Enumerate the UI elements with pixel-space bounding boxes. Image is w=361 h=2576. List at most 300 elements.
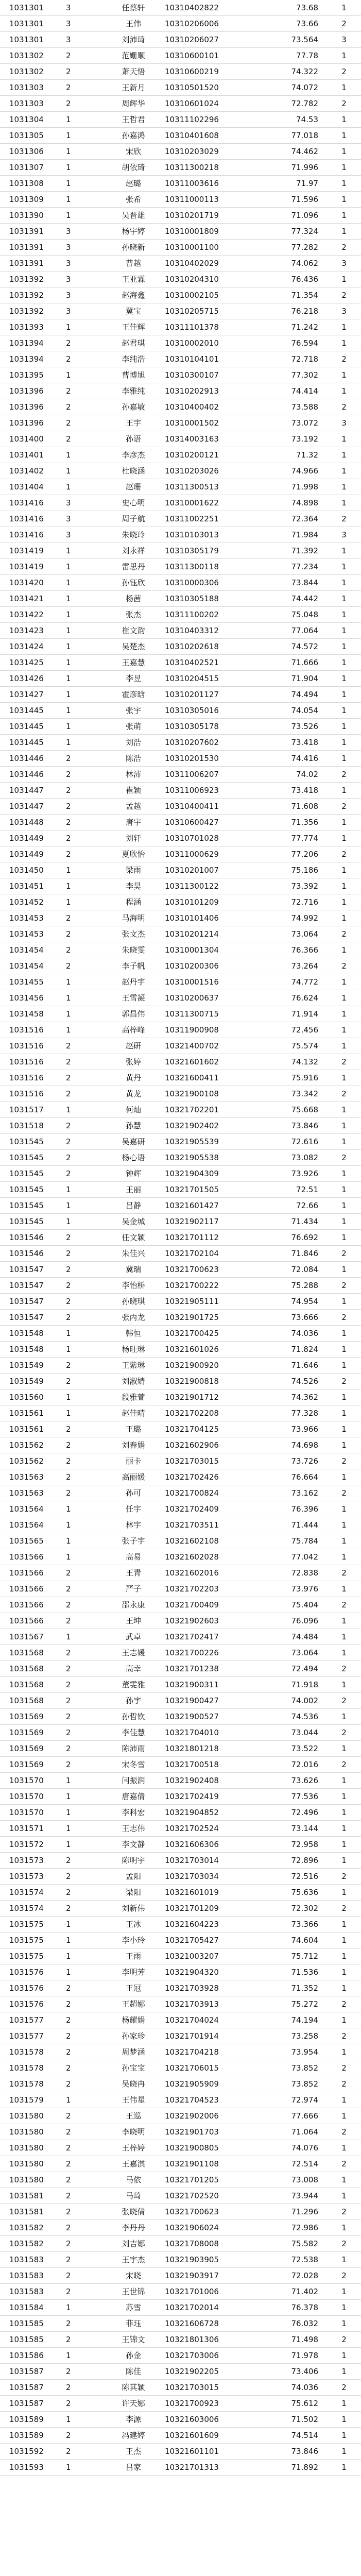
position-code-cell: 1031393	[0, 319, 66, 335]
rank-cell: 1	[323, 144, 361, 160]
position-code-cell: 1031426	[0, 671, 66, 687]
table-row	[0, 287, 361, 303]
score-cell: 72.974	[257, 2092, 323, 2108]
table-row	[0, 1230, 361, 1246]
ticket-number-cell: 10321902205	[165, 2364, 257, 2380]
score-cell: 71.392	[257, 543, 323, 559]
quota-cell: 2	[66, 2380, 102, 2396]
ticket-number-cell: 10310001100	[165, 240, 257, 256]
table-row	[0, 112, 361, 128]
name-cell: 张婷	[102, 1054, 165, 1070]
rank-cell: 1	[323, 559, 361, 575]
quota-cell: 3	[66, 287, 102, 303]
table-row	[0, 367, 361, 383]
table-row	[0, 1262, 361, 1278]
position-code-cell: 1031566	[0, 1613, 66, 1629]
position-code-cell: 1031569	[0, 1709, 66, 1725]
name-cell: 陈沛雨	[102, 1741, 165, 1757]
position-code-cell: 1031583	[0, 2284, 66, 2300]
quota-cell: 1	[66, 160, 102, 176]
table-row	[0, 1964, 361, 1980]
position-code-cell: 1031451	[0, 878, 66, 894]
position-code-cell: 1031569	[0, 1757, 66, 1773]
table-row	[0, 1597, 361, 1613]
rank-cell: 1	[323, 990, 361, 1006]
name-cell: 黄龙	[102, 1086, 165, 1102]
rank-cell: 1	[323, 2044, 361, 2060]
position-code-cell: 1031562	[0, 1437, 66, 1453]
table-row	[0, 1294, 361, 1310]
name-cell: 钟辉	[102, 1166, 165, 1182]
table-row	[0, 623, 361, 639]
score-cell: 73.192	[257, 431, 323, 447]
rank-cell: 1	[323, 607, 361, 623]
table-row	[0, 2044, 361, 2060]
position-code-cell: 1031565	[0, 1533, 66, 1549]
position-code-cell: 1031301	[0, 16, 66, 32]
table-row	[0, 1405, 361, 1421]
score-cell: 72.838	[257, 1565, 323, 1581]
quota-cell: 2	[66, 926, 102, 942]
position-code-cell: 1031456	[0, 990, 66, 1006]
rank-cell: 2	[323, 1725, 361, 1741]
position-code-cell: 1031563	[0, 1469, 66, 1485]
quota-cell: 1	[66, 1917, 102, 1933]
ticket-number-cell: 10321801218	[165, 1741, 257, 1757]
score-cell: 71.32	[257, 447, 323, 463]
score-cell: 73.064	[257, 926, 323, 942]
score-cell: 71.444	[257, 1517, 323, 1533]
ticket-number-cell: 10310600427	[165, 815, 257, 831]
name-cell: 郭昌伟	[102, 1006, 165, 1022]
table-row	[0, 2268, 361, 2284]
table-row	[0, 160, 361, 176]
ticket-number-cell: 10321905539	[165, 1134, 257, 1150]
quota-cell: 1	[66, 1198, 102, 1214]
ticket-number-cell: 10321702201	[165, 1102, 257, 1118]
ticket-number-cell: 10311003616	[165, 176, 257, 192]
quota-cell: 1	[66, 735, 102, 751]
rank-cell: 1	[323, 1837, 361, 1853]
score-cell: 74.53	[257, 112, 323, 128]
ticket-number-cell: 10311000113	[165, 192, 257, 208]
rank-cell: 2	[323, 2204, 361, 2220]
position-code-cell: 1031424	[0, 639, 66, 655]
score-cell: 76.378	[257, 2300, 323, 2316]
ticket-number-cell: 10321702524	[165, 1821, 257, 1837]
score-cell: 77.282	[257, 240, 323, 256]
rank-cell: 1	[323, 719, 361, 735]
position-code-cell: 1031563	[0, 1485, 66, 1501]
name-cell: 王梓婷	[102, 2140, 165, 2156]
position-code-cell: 1031308	[0, 176, 66, 192]
table-row	[0, 974, 361, 990]
rank-cell: 3	[323, 256, 361, 272]
ticket-number-cell: 10311006207	[165, 767, 257, 783]
ticket-number-cell: 10311300513	[165, 479, 257, 495]
position-code-cell: 1031395	[0, 367, 66, 383]
position-code-cell: 1031454	[0, 942, 66, 958]
quota-cell: 2	[66, 2172, 102, 2188]
ticket-number-cell: 10321902408	[165, 1773, 257, 1789]
ticket-number-cell: 10321702208	[165, 1405, 257, 1421]
name-cell: 李丹丹	[102, 2220, 165, 2236]
ticket-number-cell: 10310101209	[165, 894, 257, 910]
name-cell: 王亚霖	[102, 272, 165, 287]
score-cell: 71.904	[257, 671, 323, 687]
ticket-number-cell: 10310501520	[165, 80, 257, 96]
position-code-cell: 1031578	[0, 2076, 66, 2092]
position-code-cell: 1031422	[0, 607, 66, 623]
name-cell: 李小玲	[102, 1933, 165, 1948]
score-cell: 71.536	[257, 1964, 323, 1980]
score-cell: 73.342	[257, 1086, 323, 1102]
table-row	[0, 1917, 361, 1933]
quota-cell: 2	[66, 399, 102, 415]
ticket-number-cell: 10310206006	[165, 16, 257, 32]
quota-cell: 2	[66, 1645, 102, 1661]
rank-cell: 1	[323, 1517, 361, 1533]
rank-cell: 1	[323, 2364, 361, 2380]
rank-cell: 2	[323, 96, 361, 112]
quota-cell: 3	[66, 511, 102, 527]
table-row	[0, 719, 361, 735]
score-cell: 77.774	[257, 831, 323, 846]
name-cell: 张萌	[102, 719, 165, 735]
ticket-number-cell: 10321701914	[165, 2028, 257, 2044]
position-code-cell: 1031580	[0, 2140, 66, 2156]
table-row	[0, 224, 361, 240]
table-row	[0, 958, 361, 974]
score-cell: 74.442	[257, 591, 323, 607]
rank-cell: 2	[323, 926, 361, 942]
position-code-cell: 1031394	[0, 351, 66, 367]
score-cell: 76.366	[257, 942, 323, 958]
table-row	[0, 926, 361, 942]
name-cell: 杨心语	[102, 1150, 165, 1166]
name-cell: 孙嘉敏	[102, 399, 165, 415]
ticket-number-cell: 10310401608	[165, 128, 257, 144]
quota-cell: 1	[66, 176, 102, 192]
position-code-cell: 1031589	[0, 2412, 66, 2428]
quota-cell: 1	[66, 1006, 102, 1022]
score-cell: 74.992	[257, 910, 323, 926]
rank-cell: 1	[323, 1342, 361, 1358]
ticket-number-cell: 10310200637	[165, 990, 257, 1006]
ticket-number-cell: 10311006923	[165, 783, 257, 799]
quota-cell: 1	[66, 687, 102, 703]
ticket-number-cell: 10310101406	[165, 910, 257, 926]
table-row	[0, 1102, 361, 1118]
rank-cell: 1	[323, 1358, 361, 1374]
score-cell: 72.364	[257, 511, 323, 527]
ticket-number-cell: 10321901712	[165, 1389, 257, 1405]
rank-cell: 2	[323, 2156, 361, 2172]
position-code-cell: 1031569	[0, 1725, 66, 1741]
rank-cell: 2	[323, 1374, 361, 1389]
ticket-number-cell: 10310001304	[165, 942, 257, 958]
rank-cell: 1	[323, 1789, 361, 1805]
rank-cell: 1	[323, 2092, 361, 2108]
ticket-number-cell: 10321902117	[165, 1214, 257, 1230]
quota-cell: 2	[66, 2108, 102, 2124]
table-row	[0, 1246, 361, 1262]
score-cell: 71.502	[257, 2412, 323, 2428]
ticket-number-cell: 10321700409	[165, 1597, 257, 1613]
name-cell: 王紫琳	[102, 1358, 165, 1374]
name-cell: 苏雪	[102, 2300, 165, 2316]
name-cell: 冯建婷	[102, 2428, 165, 2444]
ticket-number-cell: 10321606306	[165, 1837, 257, 1853]
table-row	[0, 1677, 361, 1693]
ticket-number-cell: 10310701028	[165, 831, 257, 846]
ticket-number-cell: 10310201530	[165, 751, 257, 767]
position-code-cell: 1031447	[0, 799, 66, 815]
name-cell: 王宇	[102, 415, 165, 431]
table-row	[0, 2252, 361, 2268]
name-cell: 李纯浩	[102, 351, 165, 367]
position-code-cell: 1031566	[0, 1581, 66, 1597]
quota-cell: 1	[66, 671, 102, 687]
position-code-cell: 1031392	[0, 303, 66, 319]
position-code-cell: 1031516	[0, 1054, 66, 1070]
rank-cell: 2	[323, 2060, 361, 2076]
position-code-cell: 1031573	[0, 1853, 66, 1869]
position-code-cell: 1031452	[0, 894, 66, 910]
score-cell: 72.496	[257, 1805, 323, 1821]
score-cell: 77.328	[257, 1405, 323, 1421]
ticket-number-cell: 10310001502	[165, 415, 257, 431]
name-cell: 丽卡	[102, 1453, 165, 1469]
table-row	[0, 671, 361, 687]
name-cell: 王雪凝	[102, 990, 165, 1006]
rank-cell: 1	[323, 1741, 361, 1757]
rank-cell: 1	[323, 2108, 361, 2124]
score-cell: 73.846	[257, 2444, 323, 2460]
name-cell: 范姗顺	[102, 48, 165, 64]
score-cell: 71.354	[257, 287, 323, 303]
table-row	[0, 1741, 361, 1757]
name-cell: 闫振润	[102, 1773, 165, 1789]
position-code-cell: 1031453	[0, 926, 66, 942]
position-code-cell: 1031404	[0, 479, 66, 495]
score-cell: 74.954	[257, 1294, 323, 1310]
table-row	[0, 2444, 361, 2460]
ticket-number-cell: 10311100202	[165, 607, 257, 623]
name-cell: 孙宝宝	[102, 2060, 165, 2076]
ticket-number-cell: 10310400402	[165, 399, 257, 415]
quota-cell: 1	[66, 1517, 102, 1533]
rank-cell: 2	[323, 1565, 361, 1581]
table-row	[0, 64, 361, 80]
table-row	[0, 128, 361, 144]
quota-cell: 2	[66, 2220, 102, 2236]
name-cell: 宋欣	[102, 144, 165, 160]
quota-cell: 2	[66, 1262, 102, 1278]
ticket-number-cell: 10321702409	[165, 1501, 257, 1517]
rank-cell: 2	[323, 2028, 361, 2044]
name-cell: 王嘉淇	[102, 2156, 165, 2172]
rank-cell: 1	[323, 910, 361, 926]
position-code-cell: 1031564	[0, 1517, 66, 1533]
name-cell: 陈佳	[102, 2364, 165, 2380]
ticket-number-cell: 10310204310	[165, 272, 257, 287]
score-cell: 75.668	[257, 1102, 323, 1118]
name-cell: 邵永康	[102, 1597, 165, 1613]
rank-cell: 1	[323, 1102, 361, 1118]
rank-cell: 1	[323, 751, 361, 767]
score-cell: 74.572	[257, 639, 323, 655]
name-cell: 李文静	[102, 1837, 165, 1853]
table-row	[0, 527, 361, 543]
quota-cell: 1	[66, 1182, 102, 1198]
name-cell: 王冠	[102, 1980, 165, 1996]
score-cell: 75.404	[257, 1597, 323, 1613]
score-cell: 74.076	[257, 2140, 323, 2156]
position-code-cell: 1031566	[0, 1597, 66, 1613]
quota-cell: 1	[66, 112, 102, 128]
position-code-cell: 1031580	[0, 2156, 66, 2172]
rank-cell: 2	[323, 846, 361, 862]
ticket-number-cell: 10321703928	[165, 1980, 257, 1996]
rank-cell: 1	[323, 1230, 361, 1246]
table-row	[0, 831, 361, 846]
name-cell: 吕家	[102, 2460, 165, 2476]
rank-cell: 1	[323, 2220, 361, 2236]
quota-cell: 3	[66, 256, 102, 272]
rank-cell: 2	[323, 64, 361, 80]
ticket-number-cell: 10321705427	[165, 1933, 257, 1948]
quota-cell: 2	[66, 2332, 102, 2348]
ticket-number-cell: 10321905538	[165, 1150, 257, 1166]
position-code-cell: 1031561	[0, 1421, 66, 1437]
name-cell: 曹博旭	[102, 367, 165, 383]
rank-cell: 1	[323, 80, 361, 96]
quota-cell: 2	[66, 96, 102, 112]
rank-cell: 1	[323, 2012, 361, 2028]
score-cell: 73.926	[257, 1166, 323, 1182]
ticket-number-cell: 10321600411	[165, 1070, 257, 1086]
quota-cell: 1	[66, 655, 102, 671]
rank-cell: 1	[323, 1198, 361, 1214]
score-cell: 74.132	[257, 1054, 323, 1070]
position-code-cell: 1031545	[0, 1150, 66, 1166]
ticket-number-cell: 10321701205	[165, 2172, 257, 2188]
name-cell: 严子	[102, 1581, 165, 1597]
score-cell: 77.206	[257, 846, 323, 862]
name-cell: 李源	[102, 2412, 165, 2428]
table-row	[0, 1485, 361, 1501]
ticket-number-cell: 10310305178	[165, 719, 257, 735]
ticket-number-cell: 10321703015	[165, 1453, 257, 1469]
table-row	[0, 1661, 361, 1677]
quota-cell: 1	[66, 1214, 102, 1230]
position-code-cell: 1031561	[0, 1405, 66, 1421]
position-code-cell: 1031516	[0, 1086, 66, 1102]
ticket-number-cell: 10310104101	[165, 351, 257, 367]
name-cell: 史心明	[102, 495, 165, 511]
name-cell: 任文颖	[102, 1230, 165, 1246]
score-cell: 73.418	[257, 783, 323, 799]
name-cell: 吴金城	[102, 1214, 165, 1230]
name-cell: 吴晋雄	[102, 208, 165, 224]
score-cell: 77.018	[257, 128, 323, 144]
ticket-number-cell: 10321700226	[165, 1645, 257, 1661]
table-row	[0, 894, 361, 910]
table-row	[0, 2188, 361, 2204]
quota-cell: 3	[66, 32, 102, 48]
score-cell: 71.402	[257, 2284, 323, 2300]
name-cell: 王冰	[102, 1917, 165, 1933]
rank-cell: 2	[323, 351, 361, 367]
rank-cell: 2	[323, 767, 361, 783]
name-cell: 王雨	[102, 1948, 165, 1964]
ticket-number-cell: 10321801306	[165, 2332, 257, 2348]
name-cell: 赵璐	[102, 176, 165, 192]
score-cell: 74.898	[257, 495, 323, 511]
table-row	[0, 1469, 361, 1485]
score-cell: 76.664	[257, 1469, 323, 1485]
ticket-number-cell: 10311300118	[165, 559, 257, 575]
table-row	[0, 1038, 361, 1054]
name-cell: 吕静	[102, 1198, 165, 1214]
name-cell: 孙晓琪	[102, 1294, 165, 1310]
rank-cell: 1	[323, 783, 361, 799]
position-code-cell: 1031419	[0, 559, 66, 575]
rank-cell: 1	[323, 1933, 361, 1948]
position-code-cell: 1031581	[0, 2188, 66, 2204]
score-cell: 74.036	[257, 1326, 323, 1342]
score-cell: 73.966	[257, 1421, 323, 1437]
score-cell: 74.02	[257, 767, 323, 783]
name-cell: 武卓	[102, 1629, 165, 1645]
quota-cell: 2	[66, 1054, 102, 1070]
rank-cell: 1	[323, 1134, 361, 1150]
table-row	[0, 1948, 361, 1964]
ticket-number-cell: 10310601024	[165, 96, 257, 112]
name-cell: 孙家珍	[102, 2028, 165, 2044]
quota-cell: 2	[66, 1725, 102, 1741]
table-row	[0, 846, 361, 862]
quota-cell: 2	[66, 80, 102, 96]
ticket-number-cell: 10310402521	[165, 655, 257, 671]
rank-cell: 2	[323, 2332, 361, 2348]
quota-cell: 2	[66, 2060, 102, 2076]
quota-cell: 2	[66, 783, 102, 799]
quota-cell: 1	[66, 208, 102, 224]
rank-cell: 1	[323, 623, 361, 639]
score-cell: 72.616	[257, 1134, 323, 1150]
name-cell: 高幸	[102, 1661, 165, 1677]
table-row	[0, 0, 361, 16]
score-cell: 76.096	[257, 1613, 323, 1629]
ticket-number-cell: 10321900311	[165, 1677, 257, 1693]
ticket-number-cell: 10321702104	[165, 1246, 257, 1262]
quota-cell: 1	[66, 703, 102, 719]
table-row	[0, 2028, 361, 2044]
rank-cell: 1	[323, 319, 361, 335]
name-cell: 王志伟	[102, 1821, 165, 1837]
table-row	[0, 463, 361, 479]
position-code-cell: 1031301	[0, 32, 66, 48]
rank-cell: 1	[323, 1006, 361, 1022]
score-cell: 76.218	[257, 303, 323, 319]
rank-cell: 1	[323, 831, 361, 846]
score-cell: 72.66	[257, 1198, 323, 1214]
ticket-number-cell: 10310001516	[165, 974, 257, 990]
position-code-cell: 1031571	[0, 1821, 66, 1837]
name-cell: 梁雨	[102, 862, 165, 878]
